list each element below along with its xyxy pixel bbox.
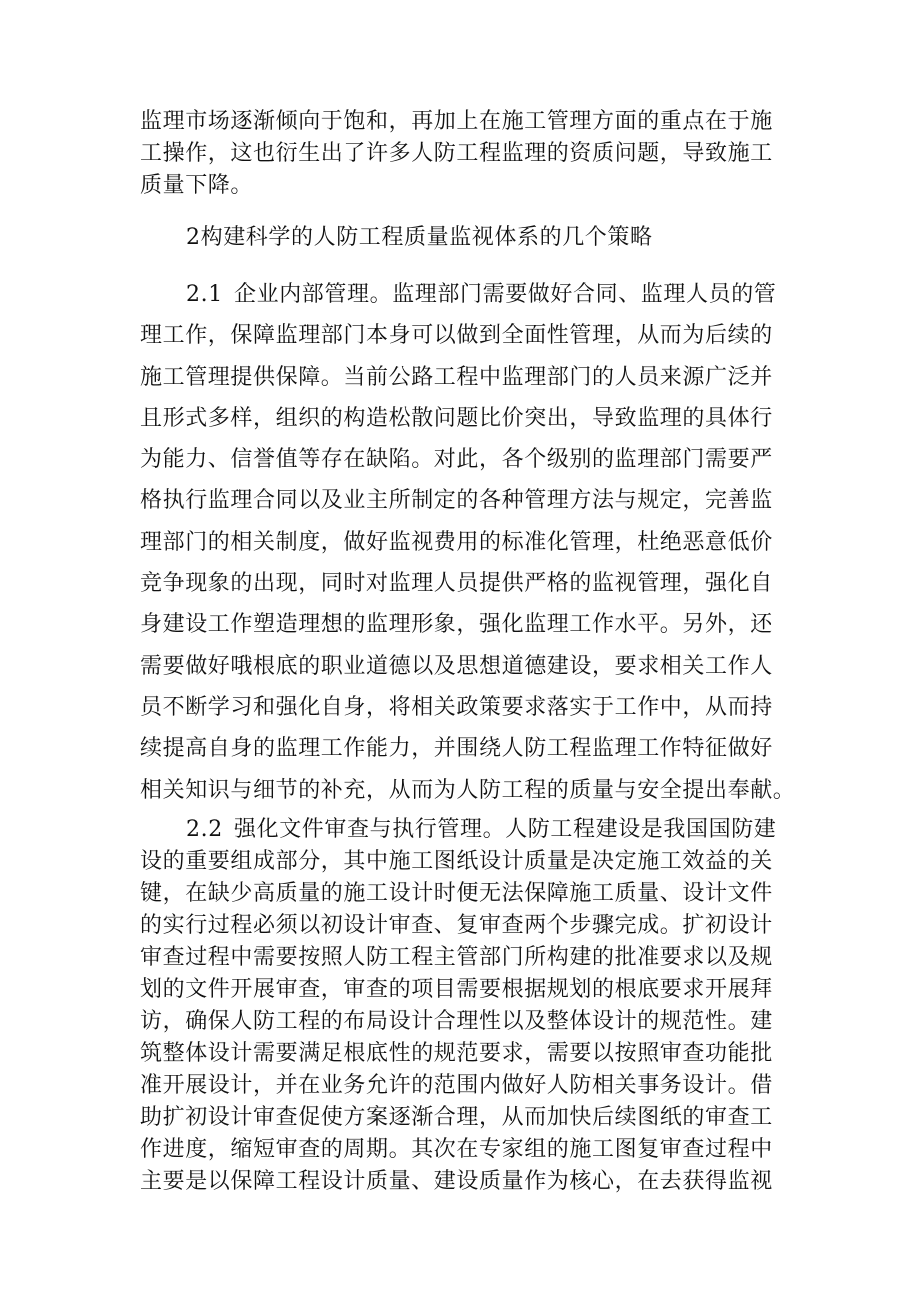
- text-line: 访，确保人防工程的布局设计合理性以及整体设计的规范性。建: [140, 1009, 773, 1034]
- text-line: 划的文件开展审查，审查的项目需要根据规划的根底要求开展拜: [140, 977, 773, 1002]
- section-number: 2.2: [186, 817, 223, 842]
- text-line: 作进度，缩短审查的周期。其次在专家组的施工图复审查过程中: [140, 1137, 773, 1162]
- text-line: 主要是以保障工程设计质量、建设质量作为核心，在去获得监视: [140, 1169, 773, 1194]
- text-line: 且形式多样，组织的构造松散问题比价突出，导致监理的具体行: [140, 405, 773, 431]
- text-line: 续提高自身的监理工作能力，并围绕人防工程监理工作特征做好: [140, 736, 773, 762]
- text-line: 工操作，这也衍生出了许多人防工程监理的资质问题，导致施工: [140, 141, 773, 166]
- text-line: 助扩初设计审查促使方案逐渐合理，从而加快后续图纸的审查工: [140, 1105, 773, 1130]
- text-line: 的实行过程必须以初设计审查、复审查两个步骤完成。扩初设计: [140, 913, 773, 938]
- text-line: 相关知识与细节的补充，从而为人防工程的质量与安全提出奉献。: [140, 777, 796, 803]
- text-line-first: [140, 274, 795, 315]
- section-2-1-paragraph: [140, 274, 795, 811]
- text-line: 施工管理提供保障。当前公路工程中监理部门的人员来源广泛并: [140, 364, 773, 390]
- text-line: 竞争现象的出现，同时对监理人员提供严格的监视管理，强化自: [140, 571, 773, 597]
- text-line-first: [140, 814, 795, 846]
- text-line: 理部门的相关制度，做好监视费用的标准化管理，杜绝恶意低价: [140, 529, 773, 555]
- text-line: 准开展设计，并在业务允许的范围内做好人防相关事务设计。借: [140, 1073, 773, 1098]
- text-line: 为能力、信誉值等存在缺陷。对此，各个级别的监理部门需要严: [140, 447, 773, 473]
- text-line: 需要做好哦根底的职业道德以及思想道德建设，要求相关工作人: [140, 653, 773, 679]
- text-line: 质量下降。: [140, 173, 254, 198]
- text-line: 设的重要组成部分，其中施工图纸设计质量是决定施工效益的关: [140, 849, 773, 874]
- text-line: 员不断学习和强化自身，将相关政策要求落实于工作中，从而持: [140, 694, 773, 720]
- text-line: 筑整体设计需要满足根底性的规范要求，需要以按照审查功能批: [140, 1041, 773, 1066]
- text-line: 监理市场逐渐倾向于饱和，再加上在施工管理方面的重点在于施: [140, 109, 773, 134]
- text-line: 格执行监理合同以及业主所制定的各种管理方法与规定，完善监: [140, 488, 773, 514]
- section-heading: [140, 222, 795, 254]
- heading-text: 2构建科学的人防工程质量监视体系的几个策略: [186, 225, 653, 250]
- text-line: 审查过程中需要按照人防工程主管部门所构建的批准要求以及规: [140, 945, 773, 970]
- text-line: 身建设工作塑造理想的监理形象，强化监理工作水平。另外，还: [140, 612, 773, 638]
- text-line-content: 企业内部管理。监理部门需要做好合同、监理人员的管: [234, 282, 777, 307]
- text-line-content: 强化文件审查与执行管理。人防工程建设是我国国防建: [234, 817, 777, 842]
- section-number: 2.1: [186, 282, 223, 307]
- text-line: 理工作，保障监理部门本身可以做到全面性管理，从而为后续的: [140, 323, 773, 349]
- paragraph-continuation: [140, 106, 795, 202]
- text-line: 键，在缺少高质量的施工设计时便无法保障施工质量、设计文件: [140, 881, 773, 906]
- section-2-2-paragraph: [140, 814, 795, 1198]
